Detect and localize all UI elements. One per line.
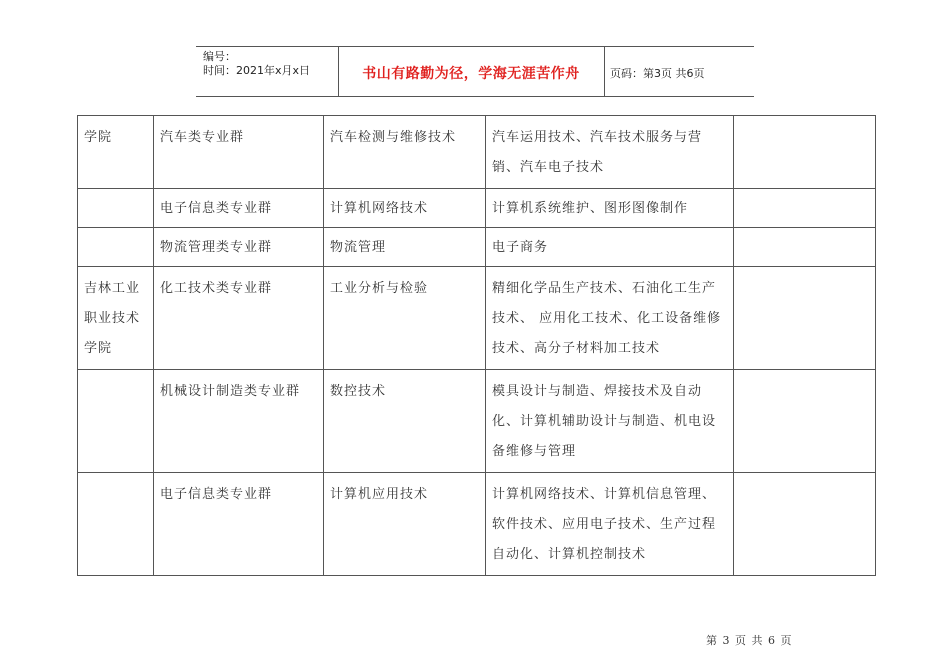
- school-cell: [78, 189, 154, 228]
- core-major-cell: 数控技术: [324, 370, 486, 473]
- related-majors-cell: 电子商务: [486, 228, 734, 267]
- group-cell: 物流管理类专业群: [154, 228, 324, 267]
- core-major-cell: 物流管理: [324, 228, 486, 267]
- related-majors-cell: 计算机系统维护、图形图像制作: [486, 189, 734, 228]
- header-divider-right: [604, 46, 605, 96]
- table-row: [78, 116, 876, 189]
- school-cell: [78, 228, 154, 267]
- group-cell: 机械设计制造类专业群: [154, 370, 324, 473]
- time-label: 时间：2021年x月x日: [203, 64, 311, 77]
- school-cell: 学院: [78, 116, 154, 189]
- majors-table: [77, 115, 876, 576]
- core-major-cell: 计算机应用技术: [324, 473, 486, 576]
- number-label: 编号：: [203, 50, 236, 63]
- related-majors-cell: 模具设计与制造、焊接技术及自动化、计算机辅助设计与制造、机电设备维修与管理: [486, 370, 734, 473]
- extra-cell: [734, 473, 876, 576]
- group-cell: 化工技术类专业群: [154, 267, 324, 370]
- header-bottom-rule: [196, 96, 754, 97]
- page-footer: 第 3 页 共 6 页: [706, 634, 793, 647]
- related-majors-cell: 汽车运用技术、汽车技术服务与营销、汽车电子技术: [486, 116, 734, 189]
- core-major-cell: 计算机网络技术: [324, 189, 486, 228]
- header-motto: 书山有路勤为径，学海无涯苦作舟: [362, 66, 580, 82]
- extra-cell: [734, 116, 876, 189]
- table-row: [78, 189, 876, 228]
- extra-cell: [734, 370, 876, 473]
- table-row: [78, 370, 876, 473]
- core-major-cell: 工业分析与检验: [324, 267, 486, 370]
- related-majors-cell: 计算机网络技术、计算机信息管理、软件技术、应用电子技术、生产过程自动化、计算机控制技术: [486, 473, 734, 576]
- school-cell: [78, 473, 154, 576]
- extra-cell: [734, 189, 876, 228]
- group-cell: 汽车类专业群: [154, 116, 324, 189]
- school-cell: 吉林工业职业技术学院: [78, 267, 154, 370]
- school-cell: [78, 370, 154, 473]
- header-top-rule: [196, 46, 754, 47]
- group-cell: 电子信息类专业群: [154, 189, 324, 228]
- group-cell: 电子信息类专业群: [154, 473, 324, 576]
- table-row: [78, 473, 876, 576]
- header-page-label: 页码：第3页 共6页: [610, 67, 705, 80]
- table-row: [78, 267, 876, 370]
- core-major-cell: 汽车检测与维修技术: [324, 116, 486, 189]
- related-majors-cell: 精细化学品生产技术、石油化工生产技术、 应用化工技术、化工设备维修技术、高分子材料加工技术: [486, 267, 734, 370]
- extra-cell: [734, 228, 876, 267]
- extra-cell: [734, 267, 876, 370]
- table-row: [78, 228, 876, 267]
- header-meta: [203, 50, 310, 78]
